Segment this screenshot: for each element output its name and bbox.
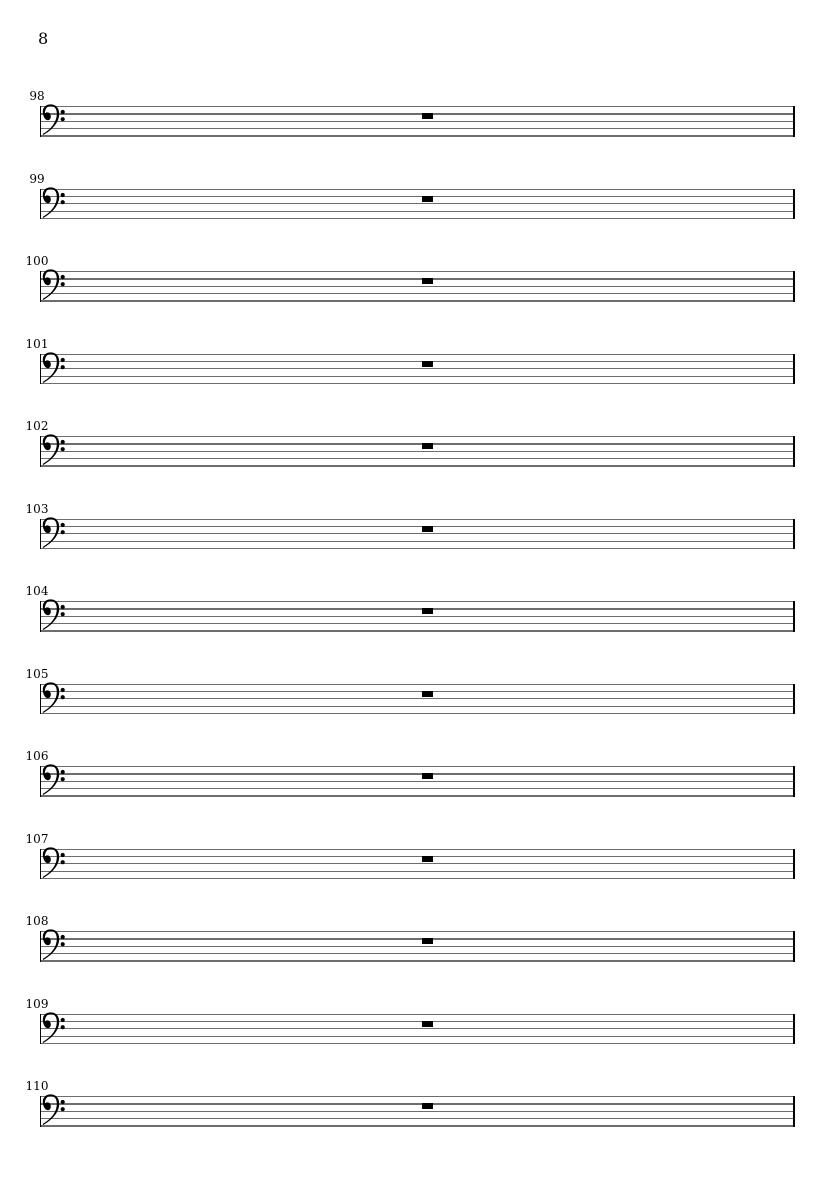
staff	[40, 849, 795, 880]
staff-line	[40, 526, 795, 527]
staff-line	[40, 863, 795, 864]
end-barline	[793, 519, 795, 550]
end-barline	[793, 1096, 795, 1127]
staff-line	[40, 773, 795, 774]
staff-line	[40, 1103, 795, 1104]
staff-line	[40, 691, 795, 692]
staff-system	[0, 914, 835, 962]
whole-rest-icon	[422, 443, 433, 449]
whole-rest-icon	[422, 691, 433, 697]
staff-system	[0, 1079, 835, 1127]
staff-line	[40, 630, 795, 631]
staff-line	[40, 871, 795, 872]
whole-rest-icon	[422, 938, 433, 944]
staff-line	[40, 608, 795, 609]
staff-line	[40, 601, 795, 602]
staff-line	[40, 383, 795, 384]
end-barline	[793, 849, 795, 880]
staff-system	[0, 89, 835, 137]
staff-line	[40, 1014, 795, 1015]
measure-number: 100	[25, 254, 49, 268]
staff-line	[40, 788, 795, 789]
staff	[40, 1096, 795, 1127]
whole-rest-icon	[422, 361, 433, 367]
staff-system	[0, 254, 835, 302]
staff-line	[40, 106, 795, 107]
staff-line	[40, 931, 795, 932]
measure-number: 99	[29, 171, 45, 186]
staff-system	[0, 749, 835, 797]
whole-rest-icon	[422, 196, 433, 202]
staff-line	[40, 218, 795, 219]
staff-line	[40, 623, 795, 624]
staff-line	[40, 541, 795, 542]
staff-line	[40, 953, 795, 954]
end-barline	[793, 354, 795, 385]
measure-number: 102	[25, 419, 49, 433]
staff-line	[40, 849, 795, 850]
staff	[40, 519, 795, 550]
staff-line	[40, 616, 795, 617]
staff	[40, 1014, 795, 1045]
whole-rest-icon	[422, 526, 433, 532]
bass-clef-icon	[42, 104, 65, 136]
staff	[40, 601, 795, 632]
whole-rest-icon	[422, 113, 433, 119]
staff-system	[0, 336, 835, 385]
bass-clef-icon	[42, 847, 65, 879]
staff	[40, 271, 795, 302]
staff	[40, 684, 795, 715]
staff-line	[40, 1036, 795, 1037]
staff	[40, 436, 795, 467]
staff	[40, 354, 795, 385]
staff-line	[40, 300, 795, 301]
staff-line	[40, 795, 795, 796]
staff	[40, 189, 795, 220]
end-barline	[793, 766, 795, 797]
staff-line	[40, 443, 795, 444]
staff-line	[40, 713, 795, 714]
staff-line	[40, 960, 795, 961]
bass-clef-icon	[42, 269, 65, 301]
staff	[40, 766, 795, 797]
staff-line	[40, 211, 795, 212]
staff-system	[0, 419, 835, 467]
staff-system	[0, 501, 835, 550]
measure-number: 110	[25, 1079, 49, 1093]
staff-line	[40, 684, 795, 685]
measure-number: 103	[25, 501, 49, 516]
staff-line	[40, 938, 795, 939]
staff-line	[40, 1043, 795, 1044]
staff-line	[40, 189, 795, 190]
measure-number: 107	[25, 831, 49, 846]
staff-line	[40, 465, 795, 466]
staff-line	[40, 286, 795, 287]
bass-clef-icon	[42, 764, 65, 796]
whole-rest-icon	[422, 856, 433, 862]
staff-line	[40, 451, 795, 452]
staff-line	[40, 1028, 795, 1029]
staff-line	[40, 1096, 795, 1097]
staff-line	[40, 135, 795, 136]
end-barline	[793, 436, 795, 467]
staff-line	[40, 1111, 795, 1112]
staff-line	[40, 1125, 795, 1126]
staff-line	[40, 1118, 795, 1119]
staff-system	[0, 831, 835, 880]
staff-line	[40, 533, 795, 534]
staff-line	[40, 376, 795, 377]
staff-line	[40, 698, 795, 699]
staff-system	[0, 171, 835, 220]
staff-line	[40, 368, 795, 369]
end-barline	[793, 684, 795, 715]
bass-clef-icon	[42, 1094, 65, 1126]
staff-line	[40, 271, 795, 272]
staff	[40, 931, 795, 962]
bass-clef-icon	[42, 517, 65, 549]
measure-number: 108	[25, 914, 49, 928]
end-barline	[793, 271, 795, 302]
staff-line	[40, 293, 795, 294]
measure-number: 105	[25, 666, 49, 681]
staff-line	[40, 548, 795, 549]
staff-line	[40, 878, 795, 879]
page-number: 8	[38, 29, 49, 48]
staff	[40, 106, 795, 137]
staff-line	[40, 706, 795, 707]
bass-clef-icon	[42, 434, 65, 466]
end-barline	[793, 1014, 795, 1045]
whole-rest-icon	[422, 608, 433, 614]
staff-line	[40, 781, 795, 782]
end-barline	[793, 189, 795, 220]
staff-line	[40, 121, 795, 122]
bass-clef-icon	[42, 352, 65, 384]
staff-line	[40, 436, 795, 437]
bass-clef-icon	[42, 682, 65, 714]
bass-clef-icon	[42, 929, 65, 961]
end-barline	[793, 931, 795, 962]
measure-number: 104	[25, 584, 49, 598]
staff-line	[40, 946, 795, 947]
staff-line	[40, 856, 795, 857]
staff-line	[40, 354, 795, 355]
staff-line	[40, 203, 795, 204]
measure-number: 101	[25, 336, 49, 351]
staff-system	[0, 996, 835, 1045]
staff-system	[0, 666, 835, 715]
staff-line	[40, 278, 795, 279]
staff-system	[0, 584, 835, 632]
end-barline	[793, 601, 795, 632]
measure-number: 98	[29, 89, 45, 103]
staff-line	[40, 766, 795, 767]
staff-line	[40, 519, 795, 520]
staff-line	[40, 113, 795, 114]
whole-rest-icon	[422, 773, 433, 779]
end-barline	[793, 106, 795, 137]
staff-line	[40, 128, 795, 129]
whole-rest-icon	[422, 1103, 433, 1109]
staff-line	[40, 361, 795, 362]
measure-number: 106	[25, 749, 49, 763]
bass-clef-icon	[42, 187, 65, 219]
bass-clef-icon	[42, 599, 65, 631]
whole-rest-icon	[422, 278, 433, 284]
staff-line	[40, 196, 795, 197]
staff-line	[40, 458, 795, 459]
whole-rest-icon	[422, 1021, 433, 1027]
measure-number: 109	[25, 996, 49, 1011]
bass-clef-icon	[42, 1012, 65, 1044]
staff-line	[40, 1021, 795, 1022]
